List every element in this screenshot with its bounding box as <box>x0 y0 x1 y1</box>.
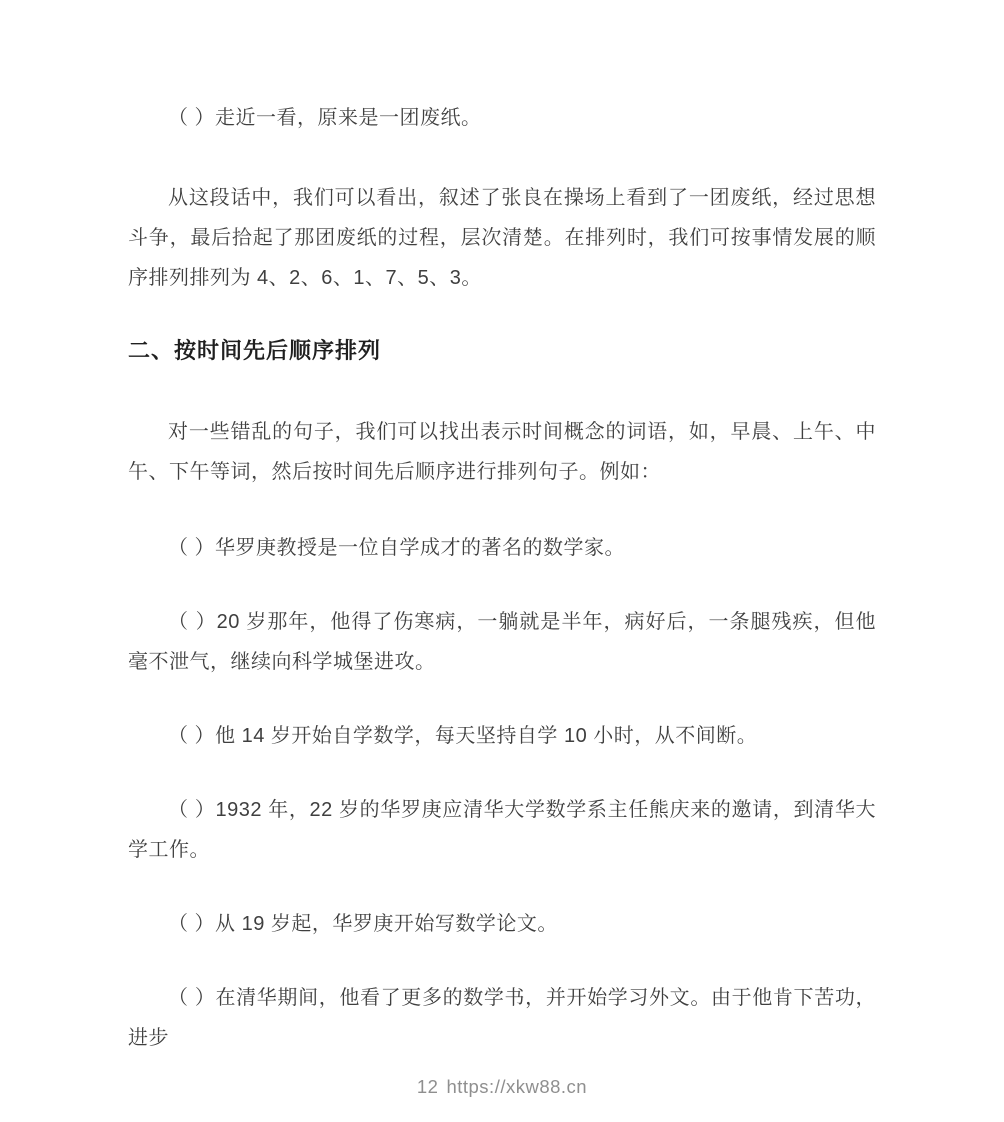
exercise-item: （ ）华罗庚教授是一位自学成才的著名的数学家。 <box>168 537 626 560</box>
page-number: 12 <box>416 1076 439 1098</box>
page-footer <box>0 1074 1004 1100</box>
exercise-item: （ ）他 14 岁开始自学数学，每天坚持自学 10 小时，从不间断。 <box>168 725 758 748</box>
section-intro-paragraph: 对一些错乱的句子，我们可以找出表示时间概念的词语，如，早晨、上午、中午、下午等词，然后按时间先后顺序进行排列句子。例如： <box>128 421 876 484</box>
exercise-item: （ ）20 岁那年，他得了伤寒病，一躺就是半年，病好后，一条腿残疾，但他毫不泄气，继续向科学城堡进攻。 <box>128 611 876 674</box>
opening-exercise-item: （ ）走近一看，原来是一团废纸。 <box>168 107 482 129</box>
footer-site-url: https://xkw88.cn <box>446 1076 588 1098</box>
exercise-item: （ ）在清华期间，他看了更多的数学书，并开始学习外文。由于他肯下苦功，进步 <box>128 987 876 1050</box>
summary-paragraph: 从这段话中，我们可以看出，叙述了张良在操场上看到了一团废纸，经过思想斗争，最后拾起了那团废纸的过程，层次清楚。在排列时，我们可按事情发展的顺序排列排列为 4、2、6、1、7、5、3。 <box>128 187 876 289</box>
exercise-item: （ ）1932 年，22 岁的华罗庚应清华大学数学系主任熊庆来的邀请，到清华大学工作。 <box>128 799 876 862</box>
section-heading: 二、按时间先后顺序排列 <box>128 338 382 363</box>
exercise-item: （ ）从 19 岁起，华罗庚开始写数学论文。 <box>168 913 558 936</box>
